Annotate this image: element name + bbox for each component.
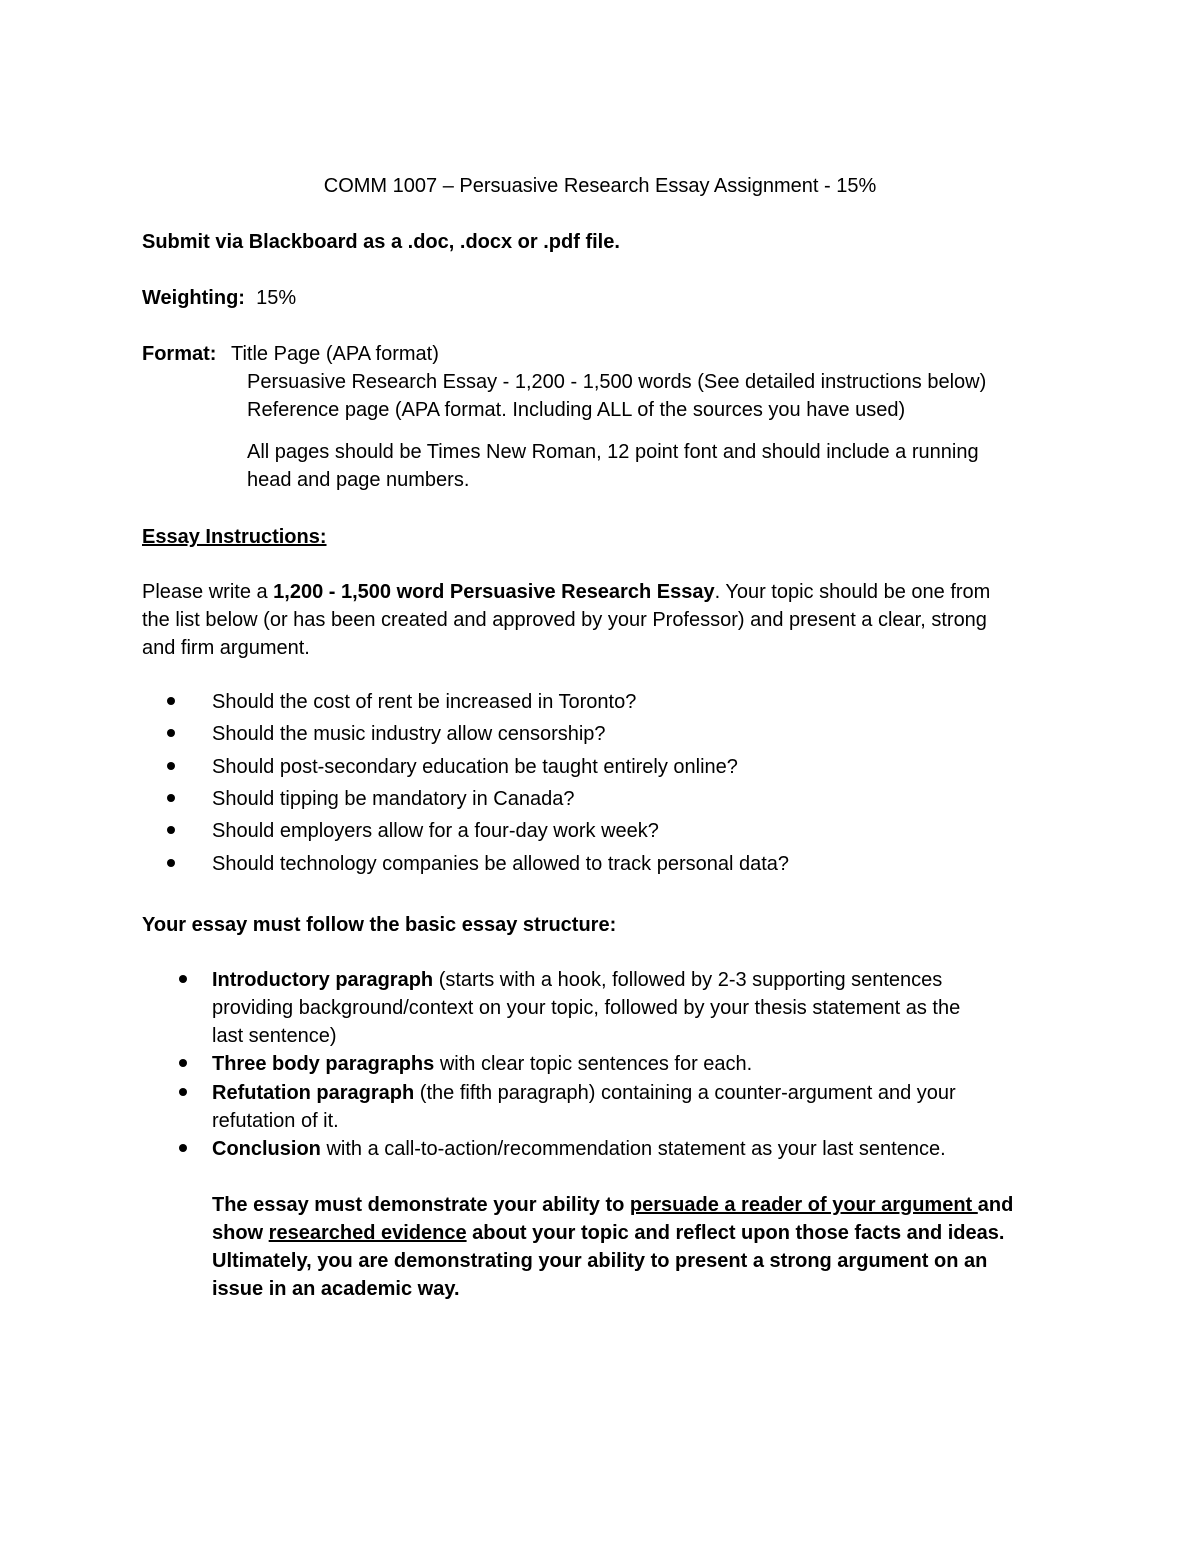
instructions-word-count: 1,200 - 1,500 word Persuasive Research Essay	[273, 581, 715, 603]
instructions-paragraph-line-1	[142, 578, 990, 606]
structure-item-label: Refutation paragraph	[212, 1082, 415, 1104]
closing-text: The essay must demonstrate your ability to	[212, 1194, 630, 1216]
structure-item-label: Conclusion	[212, 1138, 321, 1160]
bullet-icon	[167, 762, 175, 770]
structure-item-intro-line-1	[212, 966, 942, 994]
submit-instruction: Submit via Blackboard as a .doc, .docx or .pdf file.	[142, 231, 620, 253]
instructions-paragraph-line-3: and firm argument.	[142, 637, 310, 659]
topic-item: Should technology companies be allowed to track personal data?	[212, 853, 790, 875]
bullet-icon	[167, 859, 175, 867]
closing-underlined-persuade: persuade a reader of your argument	[629, 1194, 978, 1216]
structure-item-label: Introductory paragraph	[212, 969, 434, 991]
closing-text: and	[977, 1194, 1014, 1216]
structure-item-refutation-line-2: refutation of it.	[212, 1110, 339, 1132]
structure-item-text: (the fifth paragraph) containing a counter-argument and your	[414, 1082, 956, 1104]
structure-item-text: with a call-to-action/recommendation statement as your last sentence.	[320, 1138, 946, 1160]
topic-item: Should tipping be mandatory in Canada?	[212, 788, 575, 810]
structure-item-refutation-line-1	[212, 1079, 956, 1107]
instructions-paragraph-line-2: the list below (or has been created and approved by your Professor) and present a clear, strong	[142, 609, 987, 631]
structure-item-intro-line-2: providing background/context on your topic, followed by your thesis statement as the	[212, 997, 961, 1019]
topic-item: Should employers allow for a four-day work week?	[212, 820, 659, 842]
essay-instructions-heading: Essay Instructions:	[142, 526, 327, 548]
document-title: COMM 1007 – Persuasive Research Essay Assignment - 15%	[323, 175, 877, 197]
topic-item: Should the music industry allow censorship?	[212, 723, 606, 745]
format-label: Format:	[142, 343, 217, 365]
bullet-icon	[167, 697, 175, 705]
structure-item-text: with clear topic sentences for each.	[434, 1053, 753, 1075]
closing-underlined-evidence: researched evidence	[268, 1222, 467, 1244]
structure-item-label: Three body paragraphs	[212, 1053, 435, 1075]
bullet-icon	[179, 975, 187, 983]
format-note-line-1: All pages should be Times New Roman, 12 point font and should include a running	[247, 441, 979, 463]
format-note-line-2: head and page numbers.	[247, 469, 470, 491]
bullet-icon	[179, 1088, 187, 1096]
closing-line-3: Ultimately, you are demonstrating your ability to present a strong argument on an	[212, 1250, 988, 1272]
closing-line-4: issue in an academic way.	[212, 1278, 460, 1300]
closing-line-1	[212, 1191, 1013, 1219]
format-item-reference-page: Reference page (APA format. Including ALL of the sources you have used)	[247, 399, 906, 421]
bullet-icon	[179, 1059, 187, 1067]
structure-item-intro-line-3: last sentence)	[212, 1025, 337, 1047]
weighting-line	[142, 284, 296, 312]
weighting-label: Weighting:	[142, 287, 245, 309]
structure-item-body	[212, 1050, 752, 1078]
topic-item: Should the cost of rent be increased in Toronto?	[212, 691, 637, 713]
instructions-intro-start: Please write a	[142, 581, 274, 603]
topic-item: Should post-secondary education be taught entirely online?	[212, 756, 738, 778]
structure-item-conclusion	[212, 1135, 946, 1163]
weighting-value: 15%	[256, 287, 297, 309]
instructions-intro-rest: . Your topic should be one from	[714, 581, 991, 603]
structure-heading: Your essay must follow the basic essay structure:	[142, 914, 617, 936]
closing-line-2	[212, 1219, 1004, 1247]
closing-text: show	[212, 1222, 269, 1244]
format-item-title-page: Title Page (APA format)	[231, 343, 439, 365]
bullet-icon	[179, 1144, 187, 1152]
format-item-essay: Persuasive Research Essay - 1,200 - 1,500 words (See detailed instructions below)	[247, 371, 987, 393]
closing-text: about your topic and reflect upon those facts and ideas.	[466, 1222, 1005, 1244]
bullet-icon	[167, 729, 175, 737]
bullet-icon	[167, 794, 175, 802]
bullet-icon	[167, 826, 175, 834]
structure-item-text: (starts with a hook, followed by 2-3 supporting sentences	[433, 969, 943, 991]
